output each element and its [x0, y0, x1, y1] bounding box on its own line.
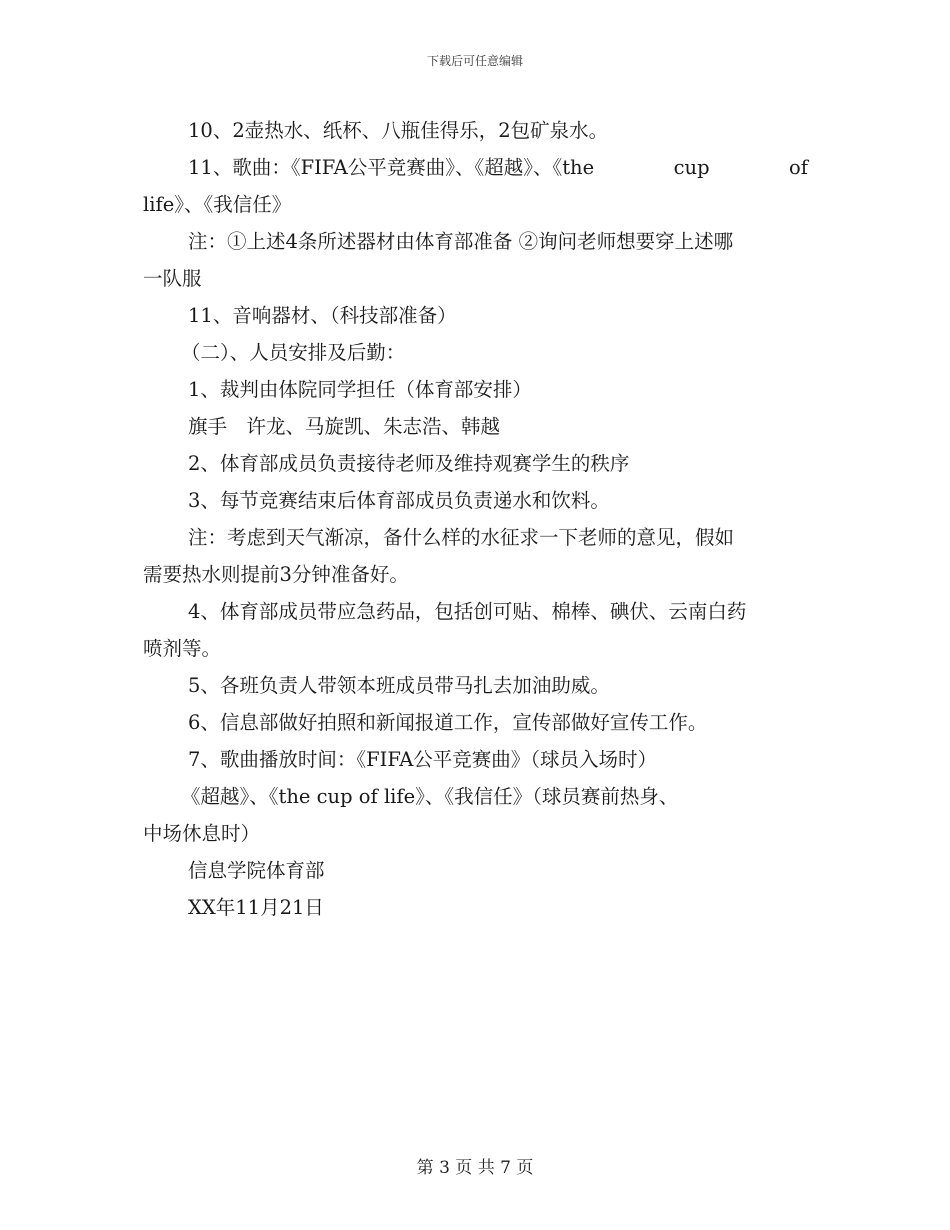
item-11-songs [143, 149, 808, 186]
item-11-songs-part2: cup [673, 156, 710, 179]
staff-item-6: 6、信息部做好拍照和新闻报道工作，宣传部做好宣传工作。 [188, 711, 708, 734]
signature-department: 信息学院体育部 [188, 859, 325, 882]
item-11-audio: 11、音响器材、（科技部准备） [188, 304, 457, 327]
staff-item-2: 2、体育部成员负责接待老师及维持观赛学生的秩序 [188, 452, 630, 475]
flag-bearers: 旗手 许龙、马旋凯、朱志浩、韩越 [188, 415, 501, 438]
staff-item-5: 5、各班负责人带领本班成员带马扎去加油助威。 [188, 674, 610, 697]
page-header: 下载后可任意编辑 [426, 54, 523, 68]
document-body [143, 112, 808, 926]
section-heading-staffing: （二）、人员安排及后勤： [181, 341, 406, 364]
staff-item-4-continued: 喷剂等。 [143, 637, 222, 660]
page-number: 第 3 页 共 7 页 [416, 1158, 534, 1178]
staff-item-4: 4、体育部成员带应急药品，包括创可贴、棉棒、碘伏、云南白药 [188, 600, 747, 623]
item-11-songs-continued: life》、《我信任》 [143, 193, 292, 216]
item-10-supplies: 10、2壶热水、纸杯、八瓶佳得乐，2包矿泉水。 [188, 119, 609, 142]
note-equipment: 注：①上述4条所述器材由体育部准备 ②询问老师想要穿上述哪 [188, 230, 734, 253]
song-schedule-continued: 中场休息时） [143, 822, 261, 845]
signature-date: XX年11月21日 [188, 896, 324, 919]
staff-item-3: 3、每节竞赛结束后体育部成员负责递水和饮料。 [188, 489, 610, 512]
song-schedule: 《超越》、《the cup of life》、《我信任》（球员赛前热身、 [181, 785, 679, 808]
item-11-songs-part3: of [789, 156, 808, 179]
staff-item-1: 1、裁判由体院同学担任（体育部安排） [188, 378, 532, 401]
staff-item-7: 7、歌曲播放时间：《FIFA公平竞赛曲》（球员入场时） [188, 748, 658, 771]
note-water: 注：考虑到天气渐凉，备什么样的水征求一下老师的意见，假如 [188, 526, 735, 549]
item-11-songs-part1: 11、歌曲：《FIFA公平竞赛曲》、《超越》、《the [188, 156, 595, 179]
note-water-continued: 需要热水则提前3分钟准备好。 [143, 563, 409, 586]
note-equipment-continued: 一队服 [143, 267, 202, 290]
